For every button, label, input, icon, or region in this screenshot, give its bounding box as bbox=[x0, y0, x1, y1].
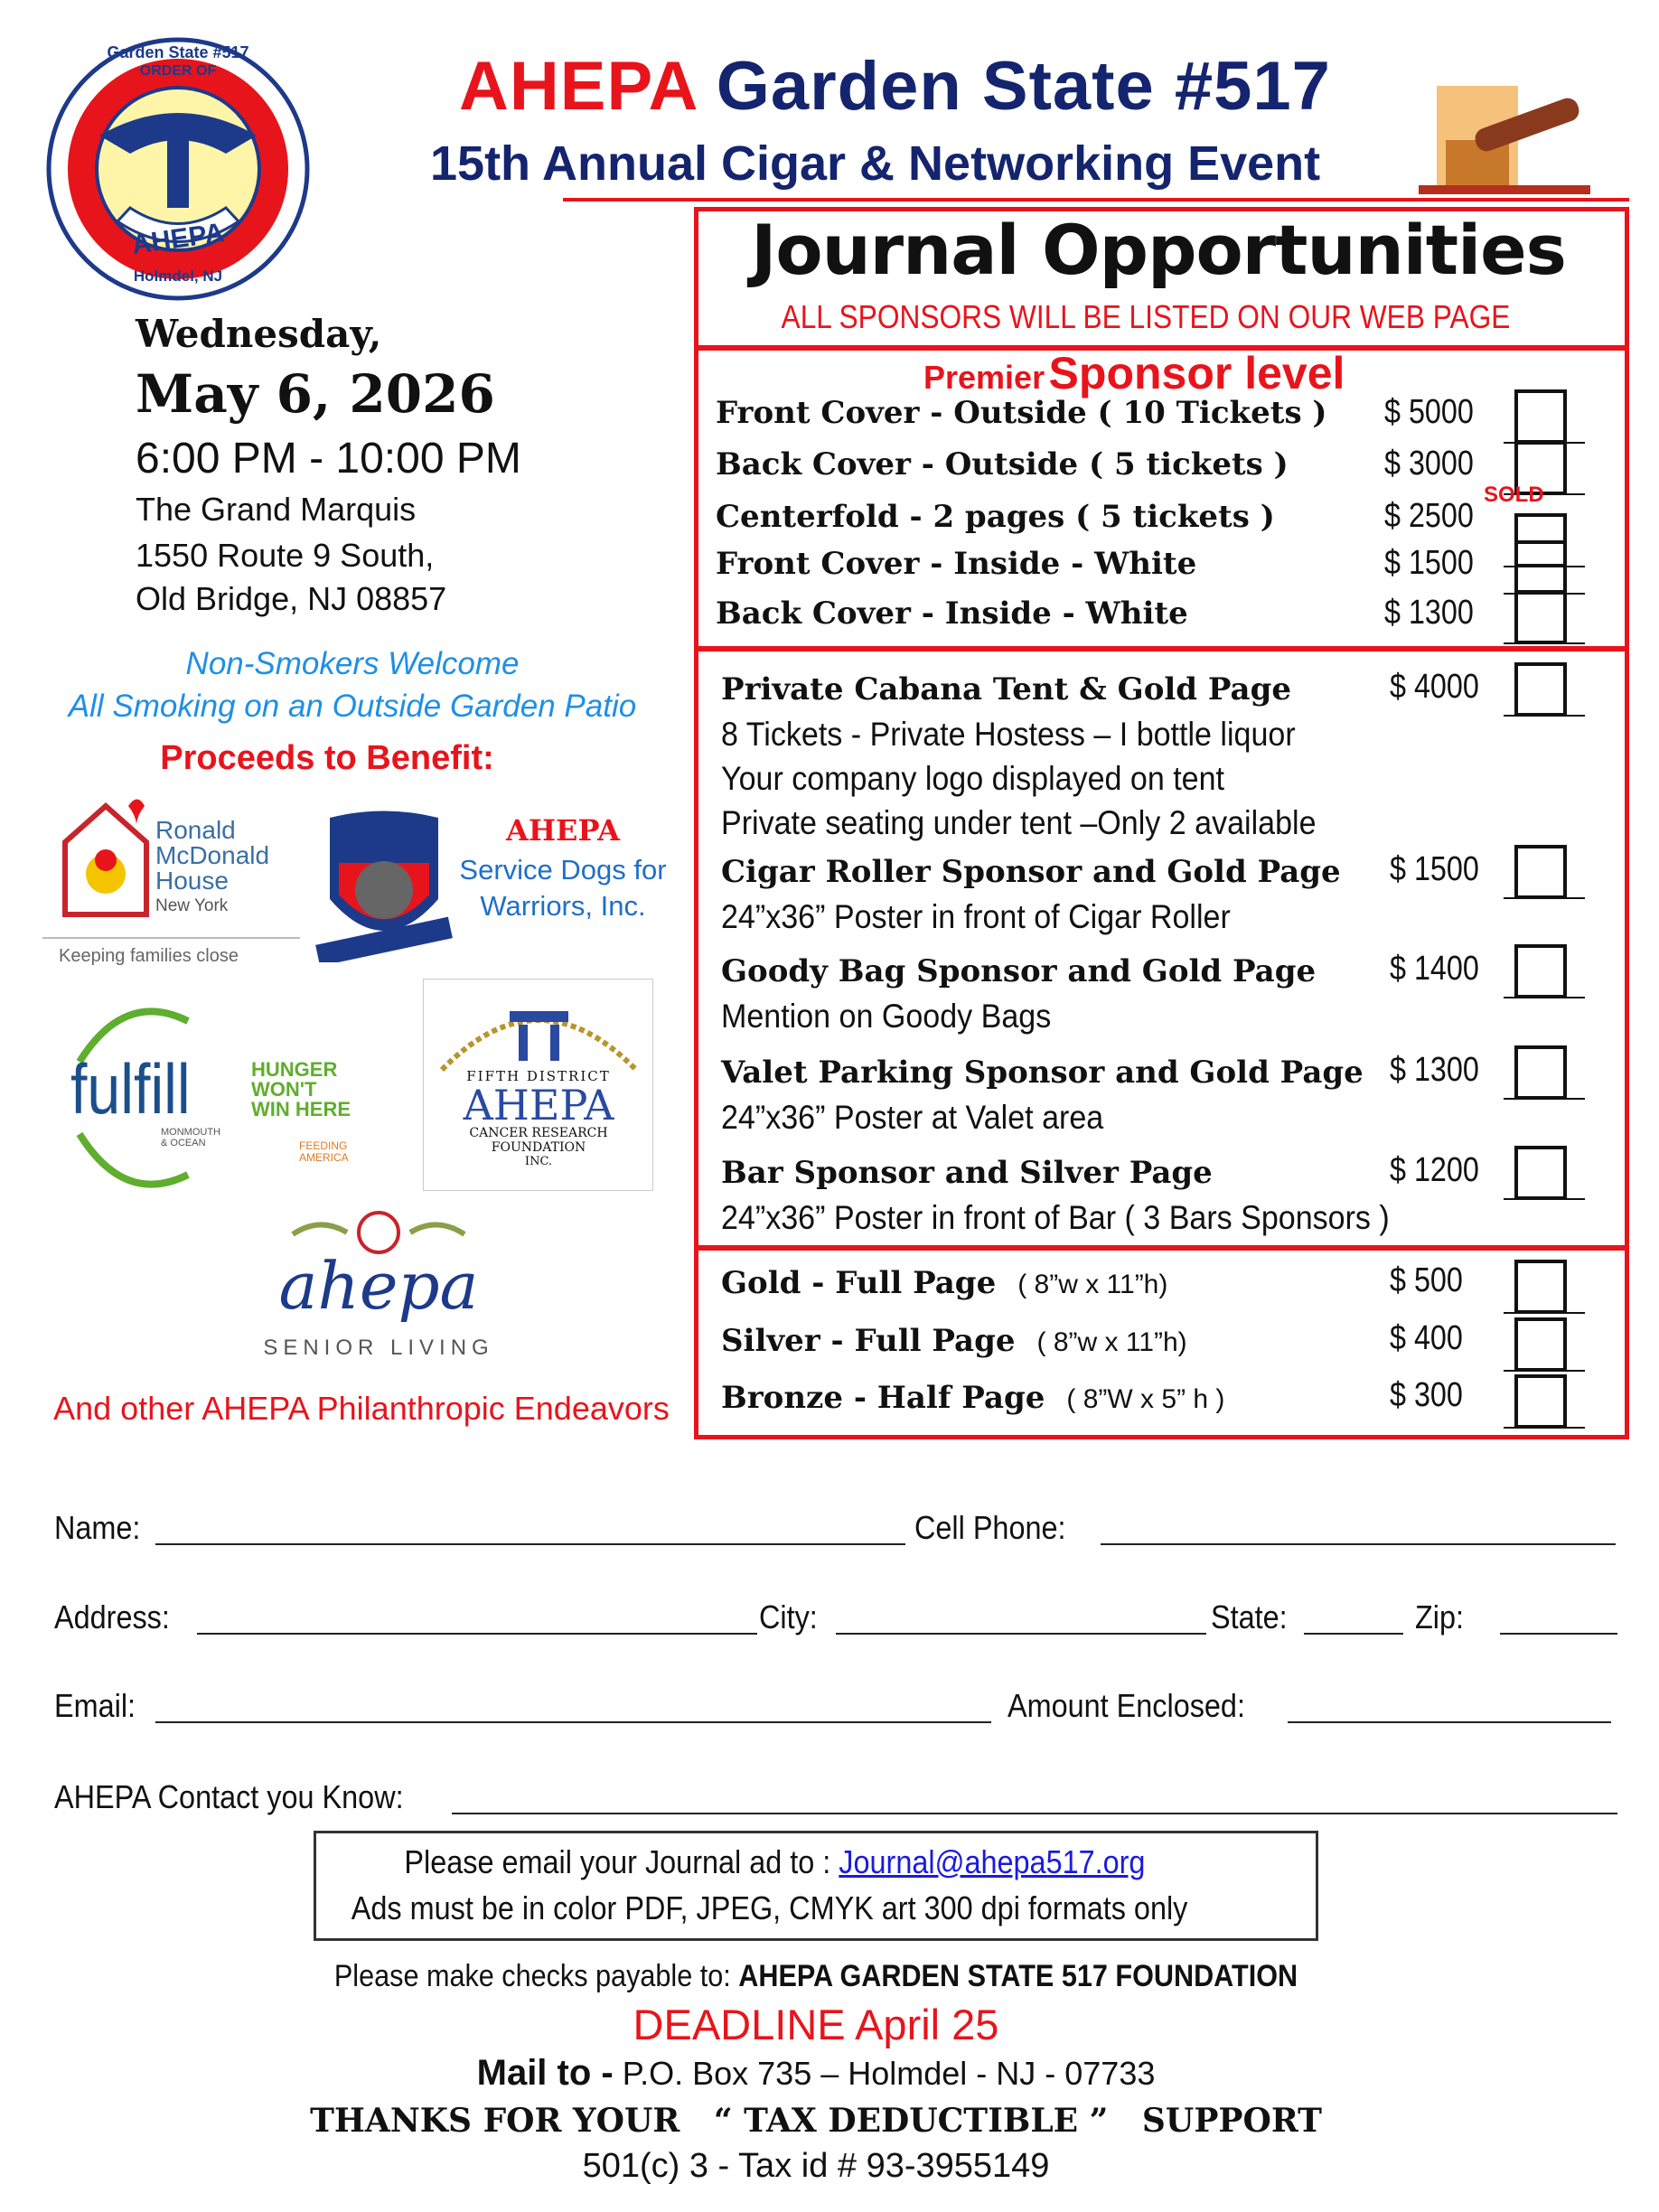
checkbox-4[interactable] bbox=[1514, 590, 1567, 644]
page-option-price: $ 500 bbox=[1390, 1261, 1463, 1299]
checkbox-line bbox=[1504, 1198, 1585, 1200]
proceeds-heading: Proceeds to Benefit: bbox=[160, 739, 494, 777]
journal-title: Journal Opportunities bbox=[751, 210, 1566, 290]
premier-item-price: $ 2500 bbox=[1384, 497, 1474, 535]
event-day: Wednesday, bbox=[136, 312, 382, 356]
cell-label: Cell Phone: bbox=[914, 1509, 1066, 1546]
checkbox-line bbox=[1504, 997, 1585, 998]
event-time: 6:00 PM - 10:00 PM bbox=[136, 435, 521, 483]
page-option bbox=[721, 1380, 1224, 1416]
state-label: State: bbox=[1211, 1598, 1288, 1636]
sponsor-item-detail: 24”x36” Poster at Valet area bbox=[721, 1099, 1104, 1136]
checkbox-line bbox=[1504, 1427, 1585, 1429]
deadline: DEADLINE April 25 bbox=[633, 2001, 999, 2048]
premier-item-price: $ 3000 bbox=[1384, 445, 1474, 483]
cell-field[interactable] bbox=[1101, 1543, 1616, 1545]
service-dogs-logo bbox=[312, 809, 673, 971]
premier-big: Sponsor level bbox=[1048, 348, 1345, 398]
logo-text-order: ORDER OF bbox=[139, 63, 217, 79]
checkbox-line bbox=[1504, 1370, 1585, 1372]
event-title bbox=[459, 47, 1331, 126]
sponsor-item-price: $ 1200 bbox=[1390, 1151, 1479, 1189]
dogs-line1: AHEPA bbox=[505, 813, 621, 848]
sponsor-item-detail: Mention on Goody Bags bbox=[721, 998, 1052, 1035]
senior-wordmark: ahepa bbox=[278, 1248, 479, 1324]
checks-payee: AHEPA GARDEN STATE 517 FOUNDATION bbox=[738, 1959, 1298, 1993]
fulfill-small1: MONMOUTH bbox=[161, 1127, 220, 1138]
fulfill-sub3: WIN HERE bbox=[251, 1098, 351, 1120]
rmhc-logo bbox=[42, 783, 300, 978]
zip-label: Zip: bbox=[1415, 1598, 1465, 1636]
contact-label: AHEPA Contact you Know: bbox=[54, 1778, 404, 1815]
tax-id: 501(c) 3 - Tax id # 93-3955149 bbox=[582, 2147, 1050, 2185]
name-field[interactable] bbox=[155, 1543, 905, 1545]
checkbox-sponsor-2[interactable] bbox=[1514, 944, 1567, 998]
premier-item-price: $ 1500 bbox=[1384, 544, 1474, 582]
premier-item-name: Centerfold - 2 pages ( 5 tickets ) bbox=[716, 499, 1275, 535]
checkbox-sponsor-0[interactable] bbox=[1514, 662, 1567, 717]
page-option-size: ( 8”w x 11”h) bbox=[1036, 1327, 1187, 1357]
premier-item-name: Back Cover - Outside ( 5 tickets ) bbox=[716, 446, 1289, 483]
sponsor-item-price: $ 1400 bbox=[1390, 950, 1479, 988]
name-label: Name: bbox=[54, 1509, 141, 1546]
premier-small: Premier bbox=[923, 359, 1045, 396]
rmhc-line2: McDonald bbox=[155, 841, 270, 869]
sponsor-item-name: Goody Bag Sponsor and Gold Page bbox=[721, 953, 1317, 989]
amount-label: Amount Enclosed: bbox=[1008, 1687, 1245, 1724]
address-label: Address: bbox=[54, 1598, 170, 1636]
page-option-name: Silver - Full Page bbox=[721, 1323, 1016, 1359]
rmhc-line1: Ronald bbox=[155, 816, 236, 844]
amount-field[interactable] bbox=[1288, 1721, 1611, 1723]
checkbox-line bbox=[1504, 642, 1585, 644]
sponsor-item-price: $ 1300 bbox=[1390, 1051, 1479, 1089]
checkbox-sponsor-1[interactable] bbox=[1514, 845, 1567, 899]
rmhc-line3: House bbox=[155, 867, 229, 895]
sponsor-item-name: Bar Sponsor and Silver Page bbox=[721, 1155, 1213, 1191]
checks-prefix: Please make checks payable to: bbox=[333, 1959, 731, 1993]
state-field[interactable] bbox=[1304, 1633, 1403, 1635]
fifth-line1: FIFTH DISTRICT bbox=[466, 1068, 611, 1084]
logo-text-top: Garden State #517 bbox=[107, 43, 249, 61]
sponsor-item-price: $ 1500 bbox=[1390, 850, 1479, 888]
sponsor-item-detail: 24”x36” Poster in front of Cigar Roller bbox=[721, 898, 1231, 935]
premier-item-price: $ 1300 bbox=[1384, 594, 1474, 632]
page-option-price: $ 300 bbox=[1390, 1376, 1463, 1414]
checkbox-0[interactable] bbox=[1514, 389, 1567, 444]
sponsor-item-price: $ 4000 bbox=[1390, 668, 1479, 706]
sold-badge: SOLD bbox=[1484, 483, 1544, 507]
checkbox-line bbox=[1504, 897, 1585, 899]
other-endeavors: And other AHEPA Philanthropic Endeavors bbox=[53, 1390, 670, 1427]
fulfill-sub1: HUNGER bbox=[251, 1058, 338, 1081]
rmhc-line4: New York bbox=[155, 896, 229, 915]
sponsor-item-detail: Your company logo displayed on tent bbox=[721, 760, 1225, 797]
journal-email-link[interactable]: Journal@ahepa517.org bbox=[839, 1843, 1146, 1880]
fifth-line4: FOUNDATION bbox=[491, 1140, 586, 1155]
checkbox-sponsor-3[interactable] bbox=[1514, 1045, 1567, 1100]
checkbox-line bbox=[1504, 1312, 1585, 1314]
contact-field[interactable] bbox=[452, 1813, 1617, 1814]
title-underline bbox=[563, 198, 1629, 202]
email-instruction bbox=[404, 1843, 1145, 1881]
fulfill-small2: & OCEAN bbox=[161, 1138, 206, 1148]
premier-item-name: Front Cover - Inside - White bbox=[716, 546, 1197, 582]
fulfill-sub2: WON'T bbox=[251, 1078, 317, 1101]
sponsor-item-name: Cigar Roller Sponsor and Gold Page bbox=[721, 854, 1341, 890]
event-date: May 6, 2026 bbox=[136, 363, 495, 425]
rmhc-tagline: Keeping families close bbox=[59, 946, 239, 966]
checkbox-page-1[interactable] bbox=[1514, 1317, 1567, 1372]
checkbox-line bbox=[1504, 1098, 1585, 1100]
venue-city: Old Bridge, NJ 08857 bbox=[136, 580, 447, 617]
mail-address: P.O. Box 735 – Holmdel - NJ - 07733 bbox=[622, 2055, 1156, 2092]
premier-item-price: $ 5000 bbox=[1384, 393, 1474, 431]
checkbox-line bbox=[1504, 715, 1585, 717]
smoking-note: All Smoking on an Outside Garden Patio bbox=[68, 689, 637, 724]
checkbox-sponsor-4[interactable] bbox=[1514, 1146, 1567, 1200]
email-field[interactable] bbox=[155, 1721, 991, 1723]
venue-name: The Grand Marquis bbox=[136, 491, 417, 528]
email-label: Email: bbox=[54, 1687, 136, 1724]
divider bbox=[694, 646, 1629, 651]
fifth-line5: INC. bbox=[524, 1155, 553, 1168]
dogs-line2: Service Dogs for bbox=[459, 854, 667, 886]
address-field[interactable] bbox=[197, 1633, 757, 1635]
city-label: City: bbox=[759, 1598, 818, 1636]
mail-label: Mail to - bbox=[476, 2053, 614, 2093]
dogs-line3: Warriors, Inc. bbox=[480, 890, 646, 922]
ahepa-chapter-logo bbox=[45, 36, 312, 303]
zip-field[interactable] bbox=[1500, 1633, 1617, 1635]
sponsor-item-detail: 8 Tickets - Private Hostess – I bottle liquor bbox=[721, 716, 1296, 753]
ahepa-senior-living-logo bbox=[257, 1207, 501, 1370]
senior-sub: SENIOR LIVING bbox=[263, 1336, 494, 1360]
page-option-price: $ 400 bbox=[1390, 1319, 1463, 1357]
page-option-size: ( 8”w x 11”h) bbox=[1017, 1270, 1168, 1299]
fulfill-wordmark: fulfill bbox=[70, 1049, 191, 1129]
logo-text-ahepa: AHEPA bbox=[129, 218, 227, 260]
sponsor-item-detail: 24”x36” Poster in front of Bar ( 3 Bars Sponsors ) bbox=[721, 1199, 1390, 1236]
fifth-district-logo bbox=[423, 979, 653, 1191]
fifth-line3: CANCER RESEARCH bbox=[469, 1126, 608, 1140]
fifth-line2: AHEPA bbox=[463, 1081, 614, 1129]
page-option bbox=[721, 1323, 1187, 1359]
checkbox-3[interactable] bbox=[1514, 540, 1567, 595]
page-option bbox=[721, 1265, 1167, 1301]
ad-formats: Ads must be in color PDF, JPEG, CMYK art 300 dpi formats only bbox=[351, 1889, 1188, 1926]
journal-subtitle: ALL SPONSORS WILL BE LISTED ON OUR WEB PAGE bbox=[781, 298, 1511, 335]
page-option-name: Gold - Full Page bbox=[721, 1265, 997, 1301]
email-prefix: Please email your Journal ad to : bbox=[404, 1843, 831, 1880]
title-ahepa: AHEPA bbox=[459, 48, 697, 125]
event-subtitle: 15th Annual Cigar & Networking Event bbox=[430, 136, 1321, 191]
title-chapter: Garden State #517 bbox=[716, 48, 1331, 125]
feeding-line1: FEEDING bbox=[299, 1139, 348, 1152]
checkbox-page-2[interactable] bbox=[1514, 1374, 1567, 1429]
sponsor-item-name: Valet Parking Sponsor and Gold Page bbox=[721, 1054, 1364, 1091]
premier-item-name: Front Cover - Outside ( 10 Tickets ) bbox=[716, 395, 1327, 431]
non-smokers-note: Non-Smokers Welcome bbox=[185, 646, 520, 681]
checks-payable bbox=[334, 1959, 1298, 1994]
premier-item-name: Back Cover - Inside - White bbox=[716, 595, 1188, 632]
venue-street: 1550 Route 9 South, bbox=[136, 537, 435, 574]
page-option-name: Bronze - Half Page bbox=[721, 1380, 1045, 1416]
cigar-whiskey-image bbox=[1419, 50, 1590, 194]
checkbox-page-0[interactable] bbox=[1514, 1260, 1567, 1314]
feeding-line2: AMERICA bbox=[299, 1151, 349, 1164]
divider bbox=[694, 1245, 1629, 1251]
thanks-line: THANKS FOR YOUR “ TAX DEDUCTIBLE ” SUPPORT bbox=[310, 2102, 1322, 2140]
logo-text-bottom: Holmdel, NJ bbox=[133, 267, 223, 285]
sponsor-item-name: Private Cabana Tent & Gold Page bbox=[721, 671, 1291, 708]
city-field[interactable] bbox=[836, 1633, 1206, 1635]
fulfill-logo bbox=[70, 998, 378, 1193]
mail-to bbox=[477, 2053, 1156, 2094]
page-option-size: ( 8”W x 5” h ) bbox=[1066, 1384, 1225, 1414]
premier-heading bbox=[923, 347, 1345, 399]
sponsor-item-detail: Private seating under tent –Only 2 available bbox=[721, 804, 1317, 841]
